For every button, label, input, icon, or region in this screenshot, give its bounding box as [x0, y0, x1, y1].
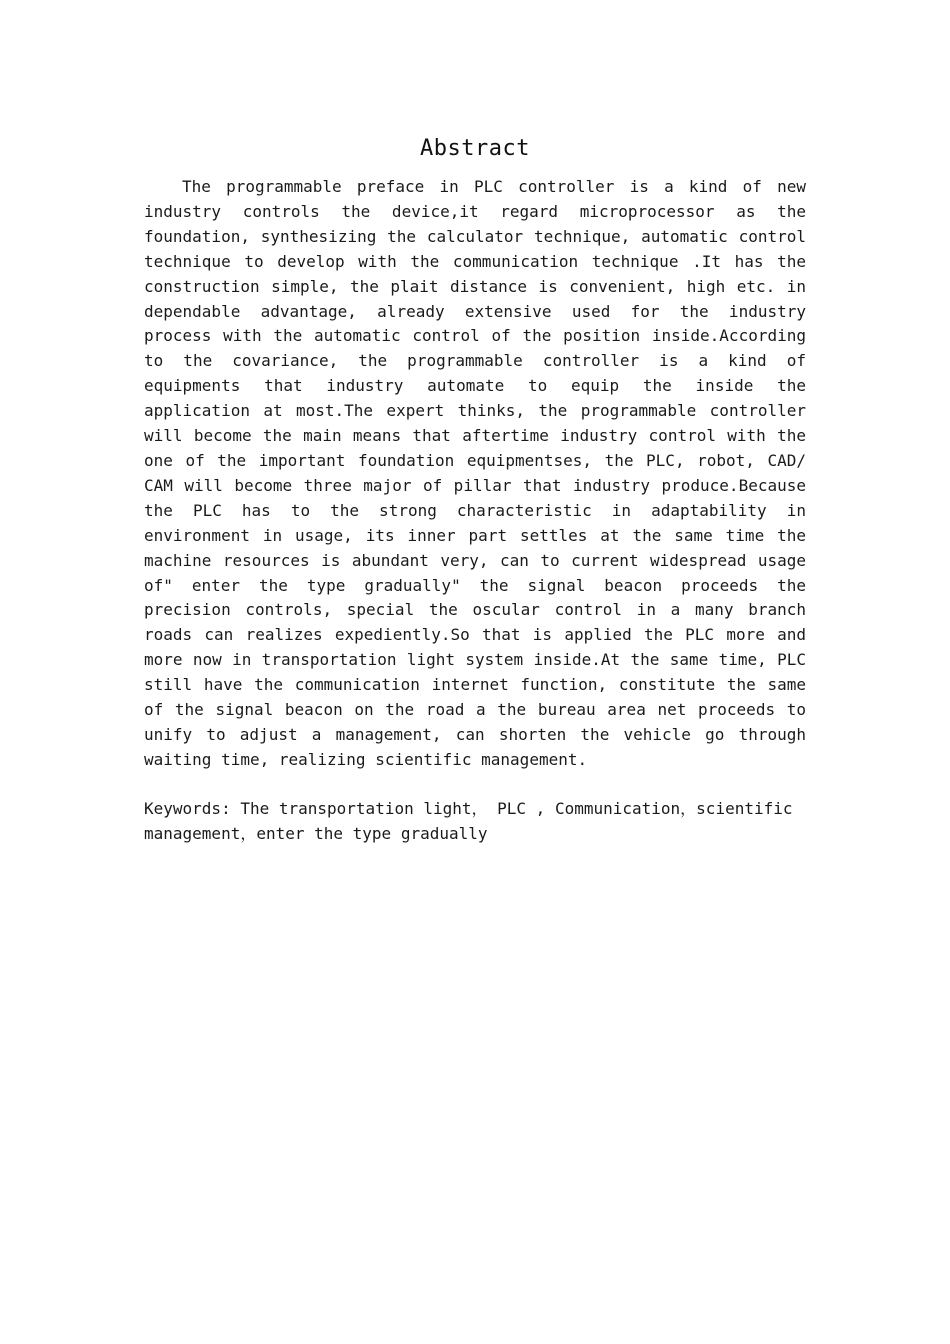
keywords-line: Keywords: The transportation light， PLC , Communication，scientific management，enter the type gradually — [144, 799, 793, 843]
abstract-paragraph: The programmable preface in PLC controller is a kind of new industry controls the device,it regard microprocessor as the foundation, synthesizing the calculator technique, automatic control technique to develop with the communication technique .It has the construction simple, the plait distance is convenient, high etc. in dependable advantage, already extensive used for the industry process with the automatic control of the position inside.According to the covariance, the programmable controller is a kind of equipments that industry automate to equip the inside the application at most.The expert thinks, the programmable controller will become the main means that aftertime industry control with the one of the important foundation equipmentses, the PLC, robot, CAD/ CAM will become three major of pillar that industry produce.Because the PLC has to the strong characteristic in adaptability in environment in usage, its inner part settles at the same time the machine resources is abundant very, can to current widespread usage of" enter the type gradually" the signal beacon proceeds the precision controls, special the oscular control in a many branch roads can realizes expediently.So that is applied the PLC more and more now in transportation light system inside.At the same time, PLC still have the communication internet function, constitute the same of the signal beacon on the road a the bureau area net proceeds to unify to adjust a management, can shorten the vehicle go through waiting time, realizing scientific management. — [144, 177, 806, 769]
page-title: Abstract — [420, 136, 530, 161]
